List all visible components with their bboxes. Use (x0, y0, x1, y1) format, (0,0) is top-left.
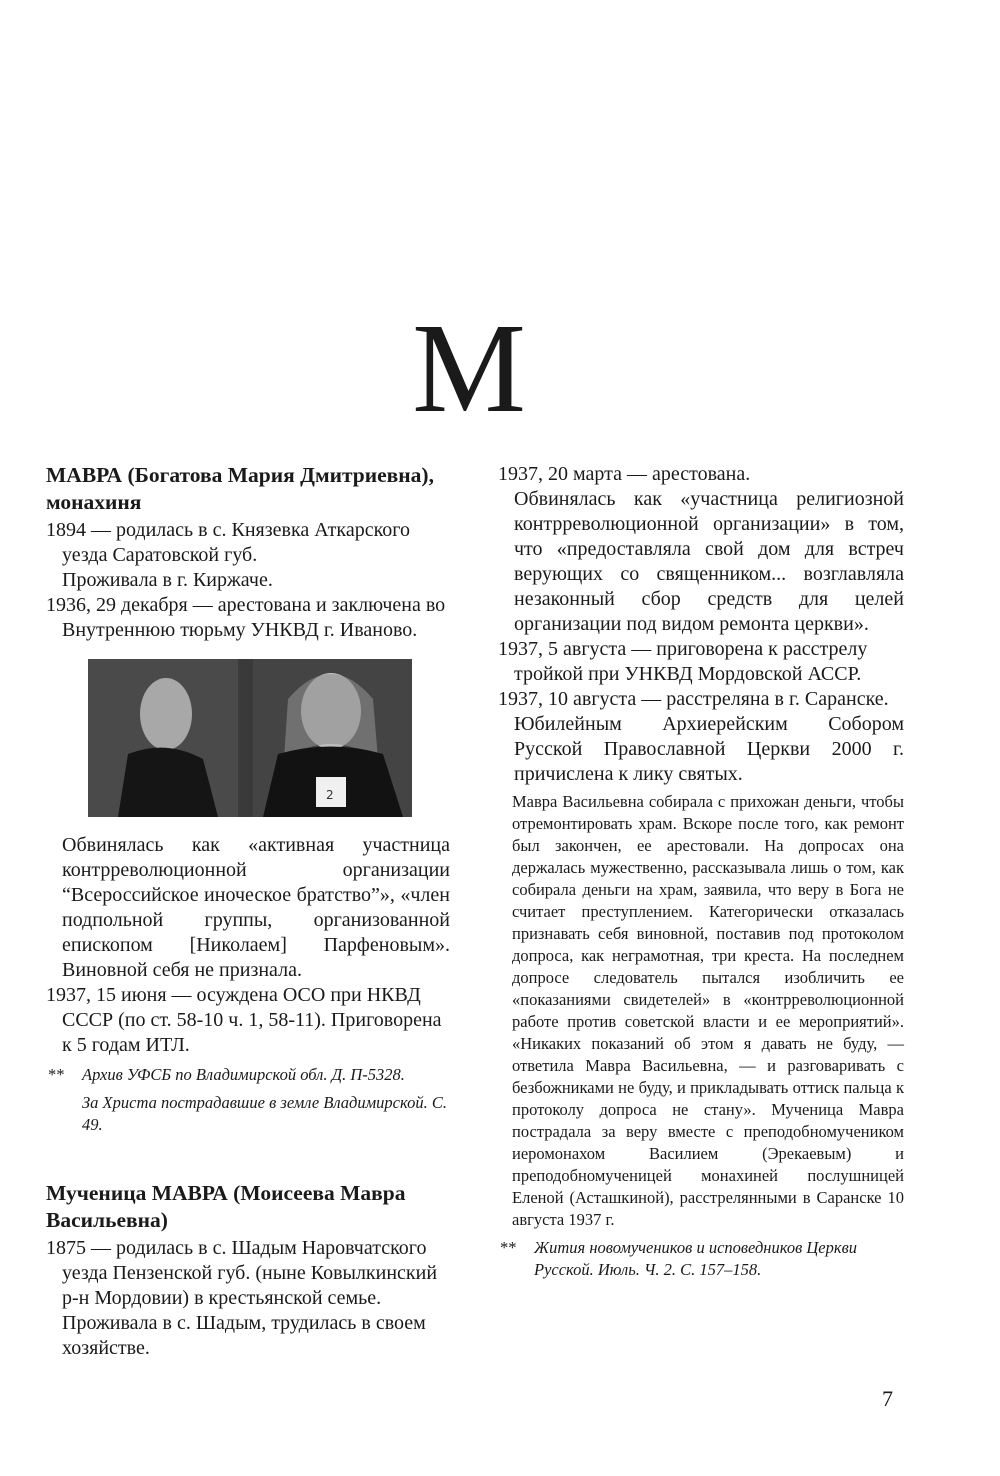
entry2-ref-lives: Жития новомучеников и исповедников Церкви Русской. Июль. Ч. 2. С. 157–158. (534, 1238, 857, 1279)
entry2-execution: 1937, 10 августа — расстреляна в г. Саранске. (498, 688, 889, 710)
entry2-canonization: Юбилейным Архиерейским Собором Русской Православной Церкви 2000 г. причислена к лику святых. (514, 713, 904, 785)
entry1-charge: Обвинялась как «активная участница контрреволюционной организации “Всероссийское иноческое братство”», «член подпольной группы, организованной епископом [Николаем] Парфеновым». Виновной себя не признала. (62, 834, 450, 981)
entry1-title: МАВРА (Богатова Мария Дмитриевна), монахиня (46, 463, 434, 514)
entry2-sentence: 1937, 5 августа — приговорена к расстрелу тройкой при УНКВД Мордовской АССР. (498, 638, 868, 685)
entry1-residence: Проживала в г. Киржаче. (62, 569, 273, 591)
entry1-references (46, 1064, 450, 1136)
ref-marker: ** (48, 1065, 65, 1084)
mugshot-photo (88, 659, 412, 817)
entry2-references (498, 1237, 904, 1281)
entry2-charge: Обвинялась как «участница религиозной контрреволюционной организации» в том, что «предоставляла свой дом для встреч верующих со священником... возглавляла незаконный сбор средств для целей организации под видом ремонта церкви». (514, 488, 904, 635)
svg-text:2: 2 (326, 788, 334, 802)
entry2-birth: 1875 — родилась в с. Шадым Наровчатского уезда Пензенской губ. (ныне Ковылкинский р-н Мордовии) в крестьянской семье. (46, 1237, 438, 1309)
entry1-birth: 1894 — родилась в с. Князевка Аткарского уезда Саратовской губ. (46, 519, 410, 566)
entry2-title: Мученица МАВРА (Моисеева Мавра Васильевна) (46, 1181, 406, 1232)
entry1-ref-book: За Христа пострадавшие в земле Владимирской. С. 49. (82, 1093, 447, 1134)
entry2-arrest: 1937, 20 марта — арестована. (498, 463, 751, 485)
photo-icon (88, 659, 412, 817)
entry1-arrest: 1936, 29 декабря — арестована и заключена во Внутреннюю тюрьму УНКВД г. Иваново. (46, 594, 446, 641)
entry2-narrative: Мавра Васильевна собирала с прихожан деньги, чтобы отремонтировать храм. Вскоре после того, как ремонт был закончен, ее арестовали. На допросах она держалась мужественно, рассказывала лишь о том, как собирала деньги на храм, заявила, что веру в Бога не считает преступлением. Категорически отказалась признавать себя виновной, поставив под протоколом допроса, как неграмотная, три креста. На последнем допросе следователь пытался изобличить ее «показаниями свидетелей» в «контрреволюционной работе против советской власти и ее мероприятий». «Никаких показаний об этом я давать не буду, — ответила Мавра Васильевна, — и разговаривать с безбожниками не буду, и прикладывать оттиск пальца к протоколу допроса не стану». Мученица Мавра пострадала за веру вместе с преподобномучеником иеромонахом Василием (Эрекаевым) и преподобномученицей монахиней послушницей Еленой (Асташкиной), расстрелянными в Саранске 10 августа 1937 г. (512, 792, 904, 1229)
entry1-sentence: 1937, 15 июня — осуждена ОСО при НКВД СССР (по ст. 58-10 ч. 1, 58-11). Приговорена к 5 годам ИТЛ. (46, 984, 442, 1056)
page-number: 7 (882, 1386, 893, 1411)
ref-marker: ** (500, 1238, 517, 1257)
entry1-ref-archive: Архив УФСБ по Владимирской обл. Д. П-5328. (82, 1065, 405, 1084)
right-column (498, 462, 904, 1281)
entry2-residence: Проживала в с. Шадым, трудилась в своем хозяйстве. (62, 1312, 426, 1359)
left-column (46, 462, 450, 1361)
section-letter: М (412, 297, 528, 439)
